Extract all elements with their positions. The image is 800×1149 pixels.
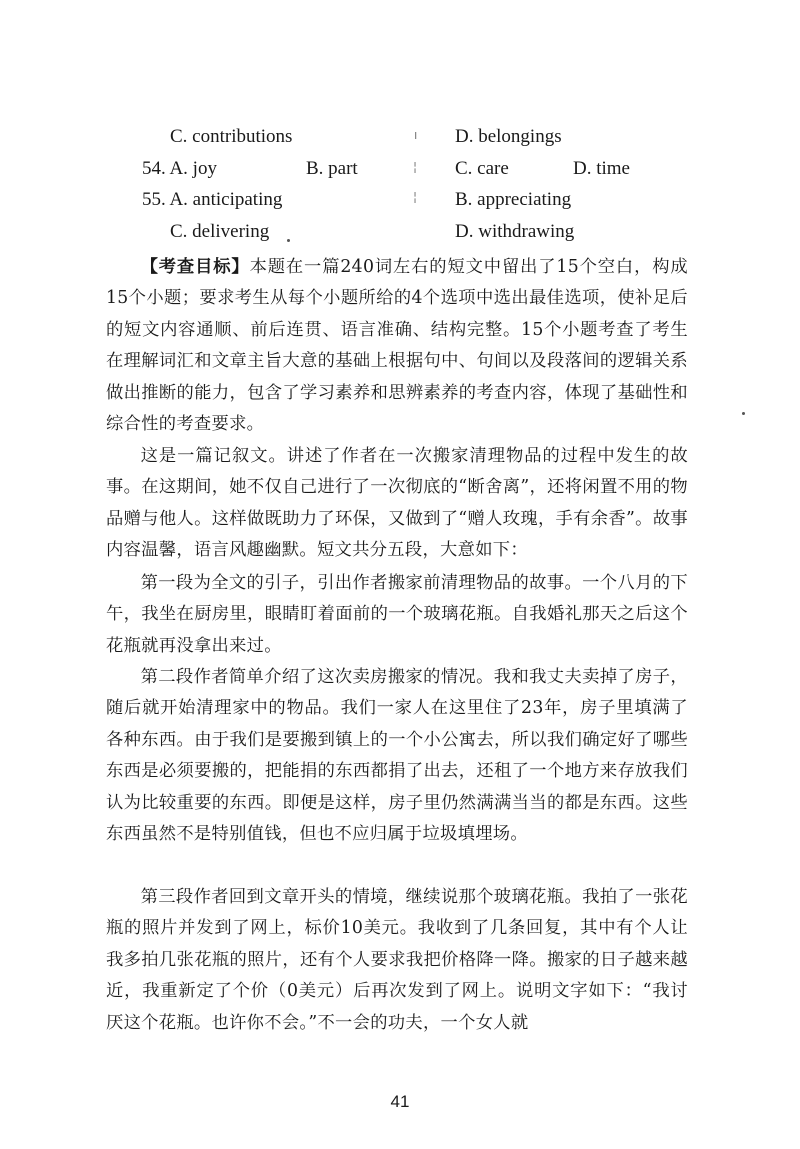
paragraph-first-section: 第一段为全文的引子，引出作者搬家前清理物品的故事。一个八月的下午，我坐在厨房里，眼睛盯着面前的一个玻璃花瓶。自我婚礼那天之后这个花瓶就再没拿出来过。 xyxy=(106,573,688,656)
option-53-c: C. contributions xyxy=(170,126,293,147)
paragraph-third-section: 第三段作者回到文章开头的情境，继续说那个玻璃花瓶。我拍了一张花瓶的照片并发到了网上，标价10美元。我收到了几条回复，其中有个人让我多拍几张花瓶的照片，还有个人要求我把价格降一降。搬家的日子越来越近，我重新定了个价（0美元）后再次发到了网上。说明文字如下：“我讨厌这个花瓶。也许你不会。”不一会的功夫，一个女人就 xyxy=(106,887,688,1033)
paragraph-second-section: 第二段作者简单介绍了这次卖房搬家的情况。我和我丈夫卖掉了房子，随后就开始清理家中的物品。我们一家人在这里住了23年，房子里填满了各种东西。由于我们是要搬到镇上的一个小公寓去，所以我们确定好了哪些东西是必须要搬的，把能捐的东西都捐了出去，还租了一个地方来存放我们认为比较重要的东西。即便是这样，房子里仍然满满当当的都是东西。这些东西虽然不是特别值钱，但也不应归属于垃圾填埋场。 xyxy=(106,667,688,845)
scan-artifact-dot xyxy=(287,239,290,242)
option-55-c: C. delivering xyxy=(170,221,270,242)
option-54-c: C. care xyxy=(455,158,509,179)
scan-artifact-mark: ı xyxy=(414,128,418,142)
option-54-a: 54. A. joy xyxy=(142,158,217,179)
option-53-d: D. belongings xyxy=(455,126,562,147)
option-54-b: B. part xyxy=(306,158,358,179)
option-55-b: B. appreciating xyxy=(455,189,572,210)
option-55-a: 55. A. anticipating xyxy=(142,189,283,210)
paragraph-text: 本题在一篇240词左右的短文中留出了15个空白，构成15个小题；要求考生从每个小题所给的4个选项中选出最佳选项，使补足后的短文内容通顺、前后连贯、语言准确、结构完整。15个小题考查了考生在理解词汇和文章主旨大意的基础上根据句中、句间以及段落间的逻辑关系做出推断的能力，包含了学习素养和思辨素养的考查内容，体现了基础性和综合性的考查要求。 xyxy=(106,257,688,435)
scan-artifact-mark: ¦ xyxy=(413,190,418,204)
option-55-d: D. withdrawing xyxy=(455,221,575,242)
option-54-d: D. time xyxy=(573,158,630,179)
scan-artifact-mark: ¦ xyxy=(413,160,418,174)
paragraph-summary: 这是一篇记叙文。讲述了作者在一次搬家清理物品的过程中发生的故事。在这期间，她不仅自己进行了一次彻底的“断舍离”，还将闲置不用的物品赠与他人。这样做既助力了环保，又做到了“赠人玫瑰，手有余香”。故事内容温馨，语言风趣幽默。短文共分五段，大意如下： xyxy=(106,446,688,561)
page-number: 41 xyxy=(390,1092,410,1111)
scan-artifact-dot xyxy=(742,412,745,415)
section-tag: 【考查目标】 xyxy=(140,257,250,277)
paragraph-exam-objective xyxy=(106,252,688,440)
